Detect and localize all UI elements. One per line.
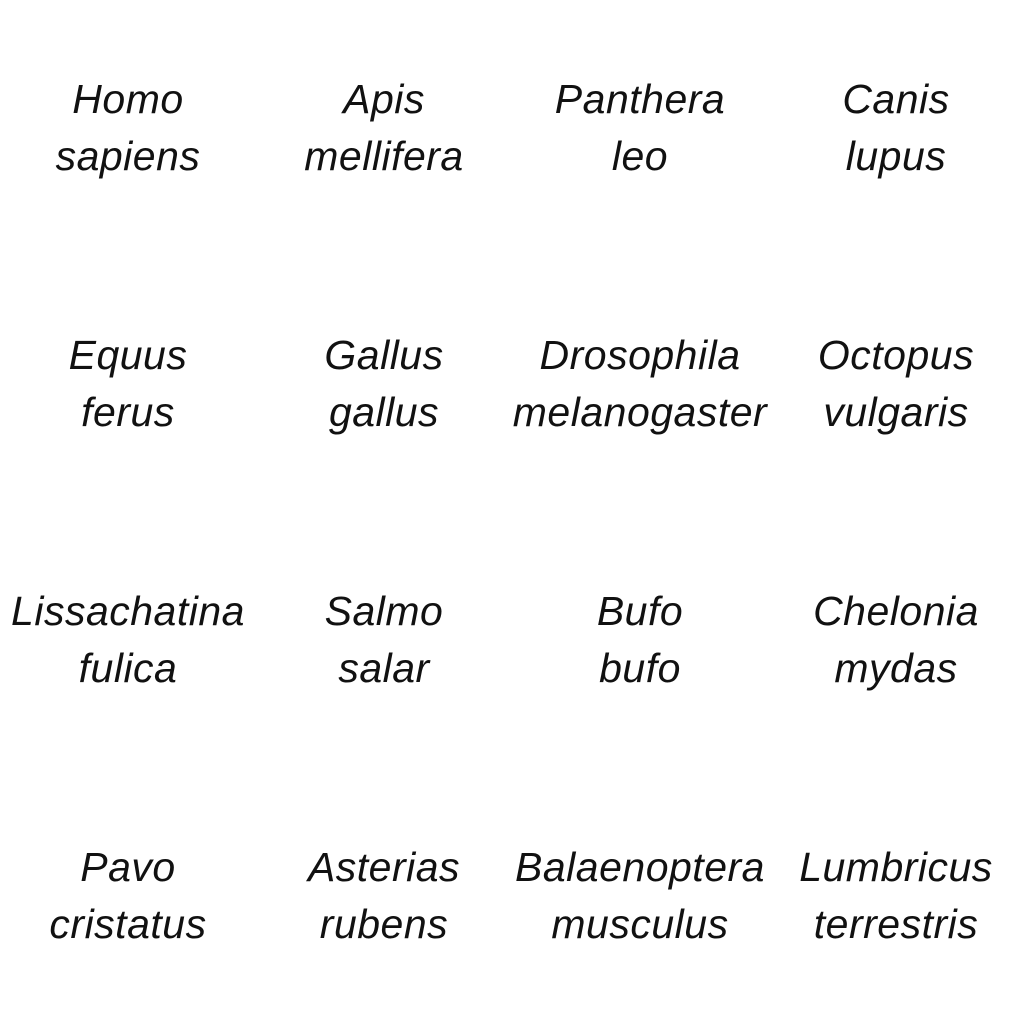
species-epithet: mydas [834,645,958,691]
genus-name: Octopus [817,332,975,379]
species-epithet: melanogaster [512,389,768,435]
binomial-label [308,839,460,952]
genus-name: Lissachatina [11,588,245,635]
genus-name: Pavo [80,844,176,891]
species-cell-equus-ferus [0,256,256,512]
species-epithet: lupus [845,133,947,179]
species-cell-canis-lupus [768,0,1024,256]
species-epithet: sapiens [55,133,201,179]
species-cell-balaenoptera-musculus [512,768,768,1024]
genus-name: Panthera [554,76,726,123]
binomial-label [799,839,993,952]
species-epithet: ferus [81,389,175,435]
species-cell-drosophila-melanogaster [512,256,768,512]
binomial-label [69,327,188,440]
genus-name: Equus [68,332,188,379]
species-epithet: vulgaris [823,389,969,435]
species-cell-panthera-leo [512,0,768,256]
binomial-label [49,839,206,952]
genus-name: Salmo [324,588,444,635]
species-cell-salmo-salar [256,512,512,768]
species-epithet: fulica [78,645,178,691]
species-cell-lissachatina-fulica [0,512,256,768]
genus-name: Bufo [596,588,684,635]
binomial-label [304,71,463,184]
binomial-label [513,327,767,440]
binomial-label [325,583,444,696]
binomial-label [842,71,949,184]
genus-name: Homo [72,76,184,123]
binomial-label [555,71,725,184]
species-epithet: bufo [599,645,681,691]
species-epithet: gallus [328,389,440,435]
genus-name: Gallus [324,332,444,379]
genus-name: Chelonia [813,588,979,635]
genus-name: Balaenoptera [515,844,765,891]
species-epithet: leo [611,133,669,179]
genus-name: Lumbricus [799,844,993,891]
species-cell-chelonia-mydas [768,512,1024,768]
binomial-label [324,327,443,440]
species-cell-lumbricus-terrestris [768,768,1024,1024]
species-cell-homo-sapiens [0,0,256,256]
genus-name: Drosophila [539,332,741,379]
species-cell-octopus-vulgaris [768,256,1024,512]
binomial-label [515,839,765,952]
binomial-label [818,327,974,440]
species-epithet: salar [338,645,430,691]
binomial-label [597,583,683,696]
species-cell-pavo-cristatus [0,768,256,1024]
binomial-label [11,583,245,696]
species-epithet: rubens [319,901,449,947]
species-cell-asterias-rubens [256,768,512,1024]
genus-name: Asterias [307,844,461,891]
species-epithet: mellifera [304,133,464,179]
species-cell-bufo-bufo [512,512,768,768]
species-epithet: cristatus [49,901,207,947]
binomial-label [56,71,201,184]
genus-name: Canis [842,76,950,123]
species-epithet: musculus [551,901,729,947]
species-epithet: terrestris [813,901,979,947]
species-cell-gallus-gallus [256,256,512,512]
binomial-label [813,583,979,696]
species-cell-apis-mellifera [256,0,512,256]
genus-name: Apis [343,76,425,123]
